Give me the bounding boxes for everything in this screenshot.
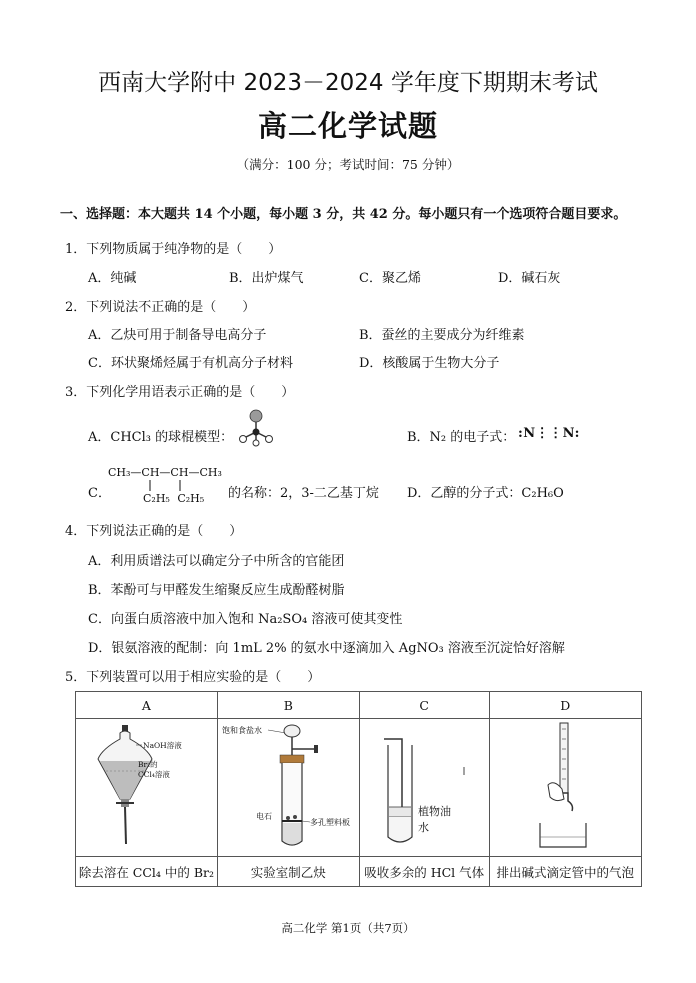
q4-stem: 4．下列说法正确的是（ ）: [65, 524, 243, 539]
q3-option-b: B．N₂ 的电子式：: [407, 430, 516, 445]
q1-option-d: D．碱石灰: [498, 271, 561, 286]
fig-b-label-carbide: 电石: [256, 812, 273, 821]
q4-option-a: A．利用质谱法可以确定分子中所含的官能团: [88, 554, 345, 569]
figure-a: [76, 719, 218, 857]
q3-option-c-structure-main: CH₃—CH—CH—CH₃: [108, 466, 222, 479]
q1-option-b: B．出炉煤气: [229, 271, 304, 286]
column-header-a: A: [76, 692, 218, 719]
caption-a: 除去溶在 CCl₄ 中的 Br₂: [76, 857, 218, 887]
q2-option-d: D．核酸属于生物大分子: [359, 356, 500, 371]
fig-b-label-brine: 饱和食盐水: [222, 726, 263, 735]
fig-c-label-oil: 植物油: [418, 805, 452, 818]
q4-option-c: C．向蛋白质溶液中加入饱和 Na₂SO₄ 溶液可使其变性: [88, 612, 403, 627]
figure-c: [359, 719, 489, 857]
q3-option-c-structure-branches: C₂H₅ C₂H₅: [143, 492, 205, 505]
separatory-funnel-icon: [76, 719, 216, 853]
q3-option-d: D．乙醇的分子式：C₂H₆O: [407, 486, 564, 501]
figure-d: [489, 719, 641, 857]
q3-option-c-label: C．: [88, 486, 111, 501]
section-heading: 一、选择题：本大题共 14 个小题，每小题 3 分，共 42 分。每小题只有一个选项符合题目要求。: [60, 207, 627, 222]
fig-b-label-plate: 多孔塑料板: [310, 818, 351, 827]
q1-stem: 1．下列物质属于纯净物的是（ ）: [65, 242, 282, 257]
caption-b: 实验室制乙炔: [217, 857, 359, 887]
column-header-c: C: [359, 692, 489, 719]
q2-stem: 2．下列说法不正确的是（ ）: [65, 300, 256, 315]
apparatus-table: [75, 691, 642, 887]
fig-a-label-naoh: NaOH溶液: [143, 741, 183, 750]
q1-option-a: A．纯碱: [88, 271, 137, 286]
q3-option-a: A．CHCl₃ 的球棍模型：: [88, 430, 234, 445]
ball-stick-model-icon: [236, 408, 276, 448]
burette-icon: [490, 719, 640, 853]
exam-meta: （满分：100 分；考试时间：75 分钟）: [236, 157, 460, 172]
hcl-absorption-icon: [360, 719, 488, 853]
column-header-b: B: [217, 692, 359, 719]
q4-option-d: D．银氨溶液的配制：向 1mL 2% 的氨水中逐滴加入 AgNO₃ 溶液至沉淀恰好溶解: [88, 641, 565, 656]
q2-option-a: A．乙炔可用于制备导电高分子: [88, 328, 267, 343]
exam-title: 西南大学附中 2023－2024 学年度下期期末考试: [98, 70, 598, 96]
caption-c: 吸收多余的 HCl 气体: [359, 857, 489, 887]
q2-option-c: C．环状聚烯烃属于有机高分子材料: [88, 356, 293, 371]
q2-option-b: B．蚕丝的主要成分为纤维素: [359, 328, 525, 343]
caption-d: 排出碱式滴定管中的气泡: [489, 857, 641, 887]
q4-option-b: B．苯酚可与甲醛发生缩聚反应生成酚醛树脂: [88, 583, 345, 598]
q3-option-c: 的名称：2，3-二乙基丁烷: [228, 486, 379, 501]
exam-subject-title: 高二化学试题: [257, 109, 438, 143]
figure-b: [217, 719, 359, 857]
fig-c-label-water: 水: [418, 821, 430, 834]
fig-a-label-ccl4: CCl₄溶液: [138, 770, 171, 779]
q5-stem: 5．下列装置可以用于相应实验的是（ ）: [65, 670, 321, 685]
acetylene-apparatus-icon: [218, 719, 358, 853]
fig-a-label-br2: Br₂的: [138, 760, 159, 769]
structure-bonds-icon: [140, 480, 200, 492]
n2-electron-formula: :N⋮⋮N:: [518, 426, 580, 441]
q3-stem: 3．下列化学用语表示正确的是（ ）: [65, 385, 295, 400]
q1-option-c: C．聚乙烯: [359, 271, 421, 286]
page-footer: 高二化学 第1页（共7页）: [281, 921, 415, 935]
column-header-d: D: [489, 692, 641, 719]
